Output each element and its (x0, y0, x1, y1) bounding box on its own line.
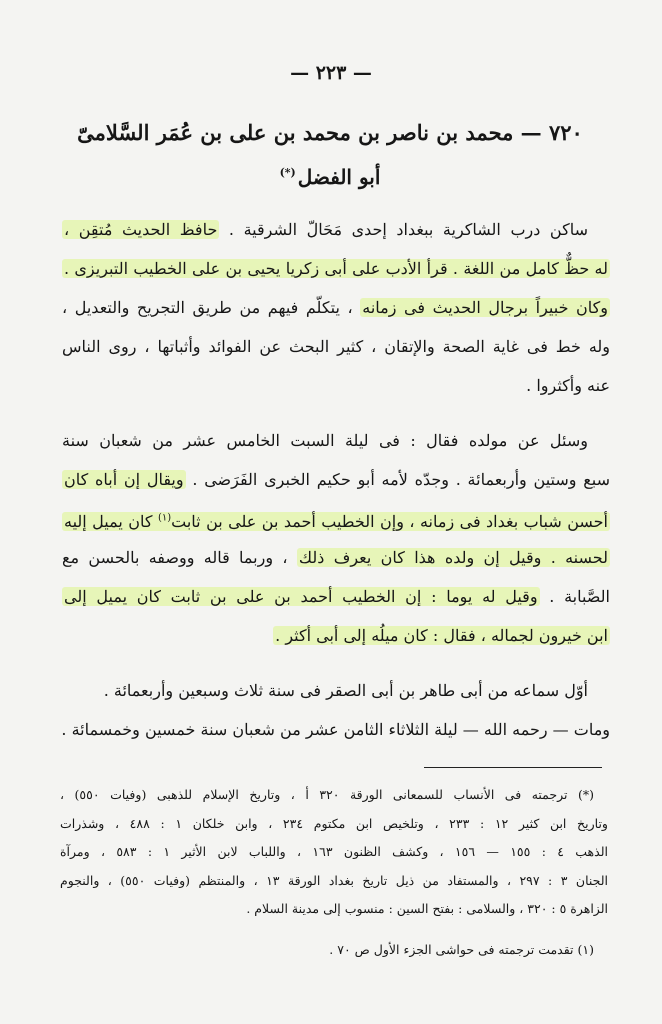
entry-title: ٧٢٠ — محمد بن ناصر بن محمد بن على بن عُمَر السَّلامىّ (77, 120, 583, 145)
highlighted-text: لحسنه . وقيل إن ولده هذا كان يعرف ذلك (298, 548, 608, 567)
footnote-line: الذهب ٤ : ١٥٥ — ١٥٦ ، وكشف الظنون ١٦٣ ، واللباب لابن الأثير ١ : ٥٨٣ ، ومرآة (60, 844, 608, 859)
text-line (62, 577, 610, 616)
text-line (62, 249, 610, 288)
footnote-line: (*) ترجمته فى الأنساب للسمعانى الورقة ٣٢٠ أ ، وتاريخ الإسلام للذهبى (وفيات ٥٥٠) ، (60, 787, 594, 802)
footnote-divider (424, 767, 602, 768)
footnotes (60, 781, 608, 964)
text-run: ساكن درب الشاكرية ببغداد إحدى مَحَالّ الشرقية . (228, 220, 588, 239)
highlighted-text: ابن خيرون لجماله ، فقال : كان ميلُه إلى أبى أكثر . (275, 626, 608, 645)
entry-body (62, 210, 610, 749)
highlighted-text: له حظٌّ كامل من اللغة . قرأ الأدب على أبى زكريا يحيى بن على الخطيب التبريزى . (64, 259, 608, 278)
highlighted-text (62, 512, 610, 531)
text-run: الصَّبابة . (549, 587, 610, 606)
entry-kunya (60, 165, 600, 189)
highlighted-text: وقيل له يوما : إن الخطيب أحمد بن على بن ثابت كان يميل إلى (64, 587, 538, 606)
text-run: ، يتكلّم فيهم من طريق التجريح والتعديل ، (62, 298, 353, 317)
footnote-line: الزاهرة ٥ : ٣٢٠ ، والسلامى : بفتح السين : منسوب إلى مدينة السلام . (246, 901, 608, 916)
text-line: أوّل سماعه من أبى طاهر بن أبى الصقر فى سنة ثلاث وسبعين وأربعمائة . (103, 681, 588, 700)
footnote-line: (١) تقدمت ترجمته فى حواشى الجزء الأول ص ٧٠ . (329, 941, 594, 957)
text-run: ، وربما قاله ووصفه بالحسن مع (62, 548, 288, 567)
text-line (62, 460, 610, 499)
page-number: — ٢٢٣ — (290, 62, 372, 84)
paragraph-3 (62, 671, 610, 749)
footnote-gap (60, 924, 608, 936)
highlighted-text: وكان خبيراً برجال الحديث فى زمانه (362, 298, 609, 317)
text-line (62, 499, 610, 538)
text-line (62, 288, 610, 327)
text-line: وسئل عن مولده فقال : فى ليلة السبت الخامس عشر من شعبان سنة (62, 431, 588, 450)
text-line (62, 538, 610, 577)
kunya-text: أبو الفضل (297, 165, 381, 189)
text-line (62, 616, 610, 655)
footnote-line: الجنان ٣ : ٢٩٧ ، والمستفاد من ذيل تاريخ بغداد الورقة ١٣ ، والمنتظم (وفيات ٥٥٠) ، والنجوم (60, 872, 608, 888)
paragraph-gap (62, 405, 610, 421)
paragraph-2 (62, 421, 610, 655)
paragraph-1 (62, 210, 610, 405)
text-line (62, 210, 610, 249)
text-line: ومات — رحمه الله — ليلة الثلاثاء الثامن عشر من شعبان سنة خمسين وخمسمائة . (61, 720, 610, 739)
highlighted-text: حافظ الحديث مُتقِن ، (64, 220, 218, 239)
text-run: كان يميل إليه (64, 512, 153, 532)
text-line: وله خط فى غاية الصحة والإتقان ، كثير البحث عن الفوائد وأثباتها ، روى الناس (62, 337, 610, 356)
text-run: أحسن شباب بغداد فى زمانه ، وإن الخطيب أحمد بن على بن ثابت (171, 512, 609, 532)
footnote-marker-star: (*) (279, 166, 296, 180)
text-line: عنه وأكثروا . (526, 376, 610, 395)
text-run: سبع وستين وأربعمائة . وجدّه لأمه أبو حكيم الخبرى الفَرَضى . (192, 470, 611, 489)
highlighted-text: ويقال إن أباه كان (64, 470, 184, 489)
footnote-marker-1: (١) (157, 513, 172, 524)
footnote-line: وتاريخ ابن كثير ١٢ : ٢٣٣ ، وتلخيص ابن مكتوم ٢٣٤ ، وابن خلكان ١ : ٤٨٨ ، وشذرات (60, 815, 608, 831)
paragraph-gap (62, 655, 610, 671)
